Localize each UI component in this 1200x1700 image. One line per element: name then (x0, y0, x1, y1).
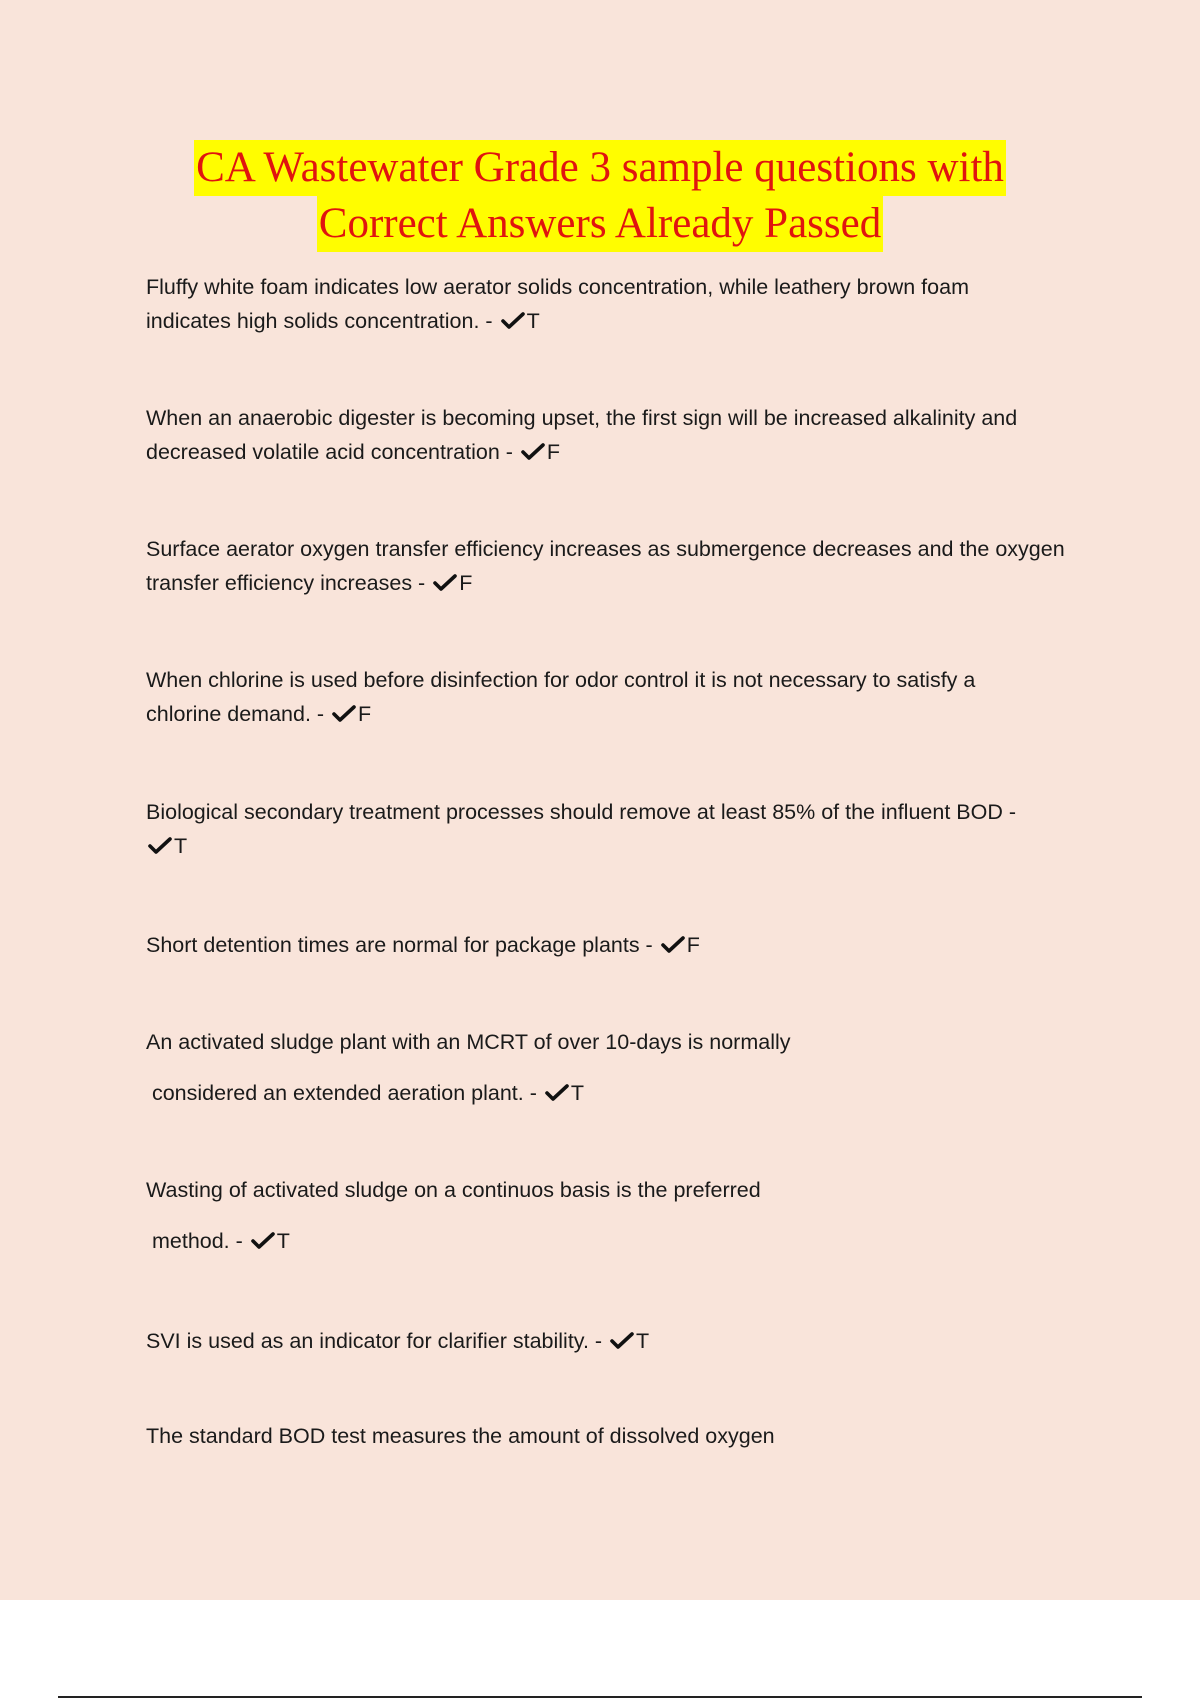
title-line-2: Correct Answers Already Passed (317, 196, 883, 252)
check-mark-icon (521, 442, 545, 462)
question-text-line (146, 1324, 1086, 1358)
question-text-tail: method. - (146, 1229, 249, 1253)
title-line-1: CA Wastewater Grade 3 sample questions with (194, 140, 1006, 196)
question-text-tail: considered an extended aeration plant. - (146, 1081, 543, 1105)
question-text-line (146, 829, 1086, 863)
check-mark-icon (148, 836, 172, 856)
question-text: SVI is used as an indicator for clarifier stability. - (146, 1329, 609, 1353)
question-item (146, 1419, 1086, 1453)
question-text-line (146, 304, 1086, 338)
check-mark-icon (610, 1331, 634, 1351)
question-text-line: Surface aerator oxygen transfer efficiency increases as submergence decreases and the oxygen (146, 537, 1065, 561)
answer-label: T (526, 309, 540, 333)
question-text: Short detention times are normal for package plants - (146, 933, 659, 957)
question-text-line: Fluffy white foam indicates low aerator solids concentration, while leathery brown foam (146, 275, 969, 299)
answer-label: T (276, 1229, 290, 1253)
question-item (146, 1324, 1086, 1358)
question-text-tail: chlorine demand. - (146, 702, 331, 726)
question-text-line (146, 435, 1086, 469)
question-item (146, 1173, 1086, 1258)
answer-label: F (686, 933, 700, 957)
question-item (146, 663, 1086, 731)
question-item (146, 795, 1086, 863)
question-text-tail: transfer efficiency increases - (146, 571, 432, 595)
question-text-line: Biological secondary treatment processes should remove at least 85% of the influent BOD - (146, 800, 1017, 824)
answer-label: T (636, 1329, 650, 1353)
question-text-line (146, 928, 1086, 962)
check-mark-icon (501, 311, 525, 331)
question-item (146, 928, 1086, 962)
question-text-line: Wasting of activated sludge on a continuos basis is the preferred (146, 1178, 761, 1202)
question-item (146, 401, 1086, 469)
answer-label: T (174, 834, 188, 858)
question-text-line: When chlorine is used before disinfection for odor control it is not necessary to satisfy a (146, 668, 976, 692)
answer-label: T (570, 1081, 584, 1105)
question-text-line: When an anaerobic digester is becoming upset, the first sign will be increased alkalinity and (146, 406, 1018, 430)
question-text-line (146, 1224, 1086, 1258)
question-text-line (146, 566, 1086, 600)
answer-label: F (358, 702, 372, 726)
question-text-line: The standard BOD test measures the amount of dissolved oxygen (146, 1424, 775, 1448)
check-mark-icon (545, 1083, 569, 1103)
question-item (146, 1025, 1086, 1110)
check-mark-icon (332, 704, 356, 724)
document-title (0, 140, 1200, 252)
answer-label: F (459, 571, 473, 595)
question-item (146, 532, 1086, 600)
question-item (146, 270, 1086, 338)
check-mark-icon (251, 1231, 275, 1251)
question-text-line (146, 697, 1086, 731)
question-text-line: An activated sludge plant with an MCRT of over 10-days is normally (146, 1030, 791, 1054)
question-text-tail: indicates high solids concentration. - (146, 309, 499, 333)
check-mark-icon (661, 935, 685, 955)
answer-label: F (546, 440, 561, 464)
check-mark-icon (433, 573, 457, 593)
question-text-tail: decreased volatile acid concentration - (146, 440, 519, 464)
footer-rule (58, 1696, 1142, 1698)
question-text-line (146, 1076, 1086, 1110)
